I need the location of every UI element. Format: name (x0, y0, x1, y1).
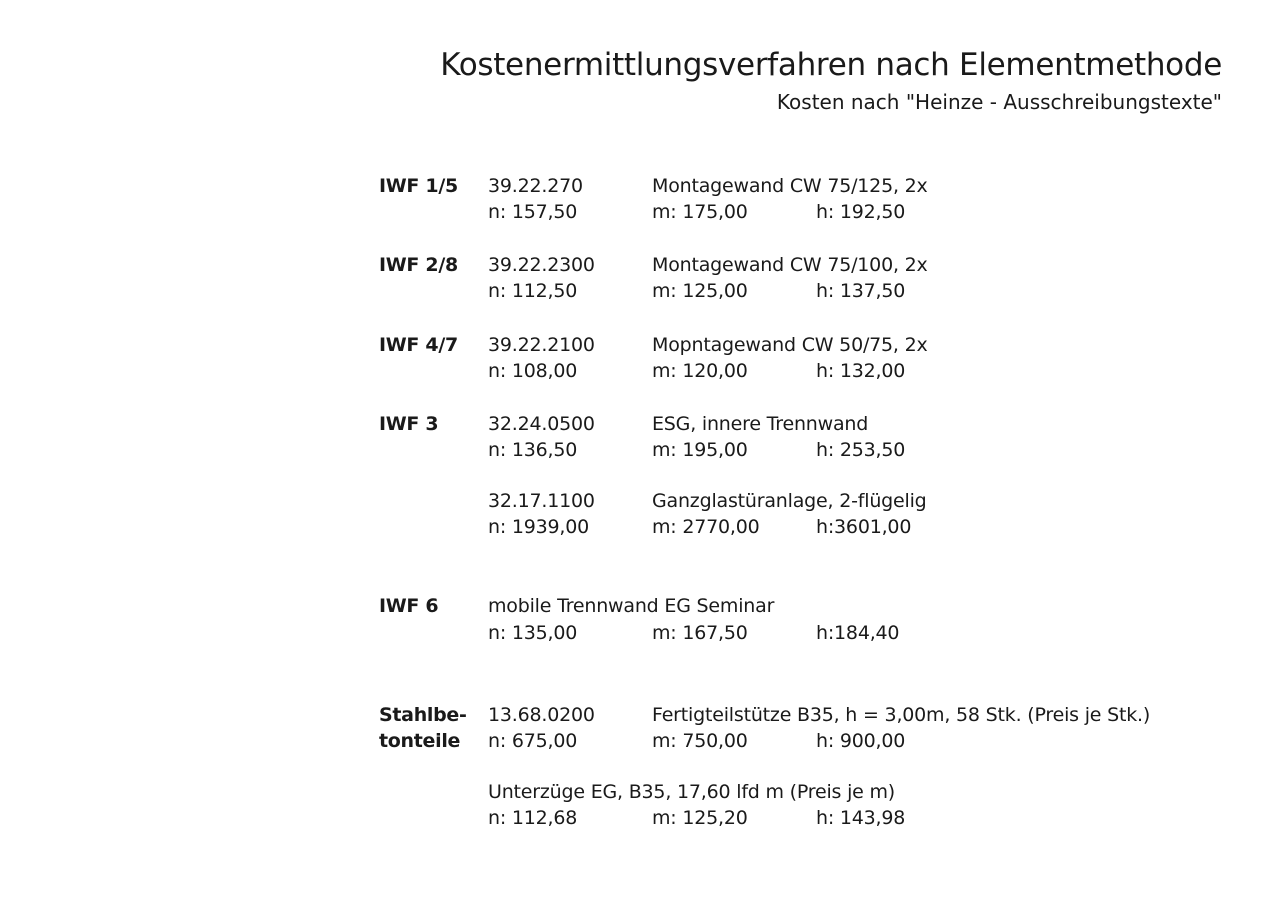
item-code: 39.22.2100 (488, 334, 595, 356)
group-label: IWF 6 (379, 595, 439, 617)
cost-m: m: 167,50 (652, 622, 748, 644)
group-label: IWF 3 (379, 413, 439, 435)
cost-n: n: 675,00 (488, 730, 578, 752)
group-label: IWF 4/7 (379, 334, 458, 356)
cost-m: m: 125,00 (652, 280, 748, 302)
group-label: IWF 1/5 (379, 175, 458, 197)
item-description: Montagewand CW 75/100, 2x (652, 254, 928, 276)
cost-n: n: 112,50 (488, 280, 578, 302)
cost-m: m: 750,00 (652, 730, 748, 752)
page-title: Kostenermittlungsverfahren nach Elementmethode (440, 47, 1222, 83)
sub-cost-n: n: 112,68 (488, 807, 578, 829)
item-code: 39.22.2300 (488, 254, 595, 276)
cost-n: n: 157,50 (488, 201, 578, 223)
item-code: 32.24.0500 (488, 413, 595, 435)
group-label-line2: tonteile (379, 730, 461, 752)
sub-cost-m: m: 125,20 (652, 807, 748, 829)
item-code: 39.22.270 (488, 175, 583, 197)
cost-n: n: 1939,00 (488, 516, 590, 538)
item-description: ESG, innere Trennwand (652, 413, 869, 435)
cost-m: m: 195,00 (652, 439, 748, 461)
group-label: IWF 2/8 (379, 254, 458, 276)
cost-m: m: 175,00 (652, 201, 748, 223)
item-description: Montagewand CW 75/125, 2x (652, 175, 928, 197)
item-description: mobile Trennwand EG Seminar (488, 595, 775, 617)
cost-m: m: 120,00 (652, 360, 748, 382)
cost-n: n: 135,00 (488, 622, 578, 644)
cost-n: n: 108,00 (488, 360, 578, 382)
item-code: 13.68.0200 (488, 704, 595, 726)
group-label-line1: Stahlbe- (379, 704, 467, 726)
item-description: Mopntagewand CW 50/75, 2x (652, 334, 928, 356)
item-description: Fertigteilstütze B35, h = 3,00m, 58 Stk. (Preis je Stk.) (652, 704, 1151, 726)
cost-h: h: 132,00 (816, 360, 906, 382)
cost-m: m: 2770,00 (652, 516, 760, 538)
cost-h: h: 253,50 (816, 439, 906, 461)
sub-item-description: Unterzüge EG, B35, 17,60 lfd m (Preis je m) (488, 781, 896, 803)
item-description: Ganzglastüranlage, 2-flügelig (652, 490, 927, 512)
cost-h: h: 137,50 (816, 280, 906, 302)
cost-h: h:3601,00 (816, 516, 912, 538)
item-code: 32.17.1100 (488, 490, 595, 512)
cost-h: h: 192,50 (816, 201, 906, 223)
page-subtitle: Kosten nach "Heinze - Ausschreibungstexte" (776, 90, 1222, 114)
cost-h: h:184,40 (816, 622, 900, 644)
cost-h: h: 900,00 (816, 730, 906, 752)
sub-cost-h: h: 143,98 (816, 807, 906, 829)
cost-n: n: 136,50 (488, 439, 578, 461)
